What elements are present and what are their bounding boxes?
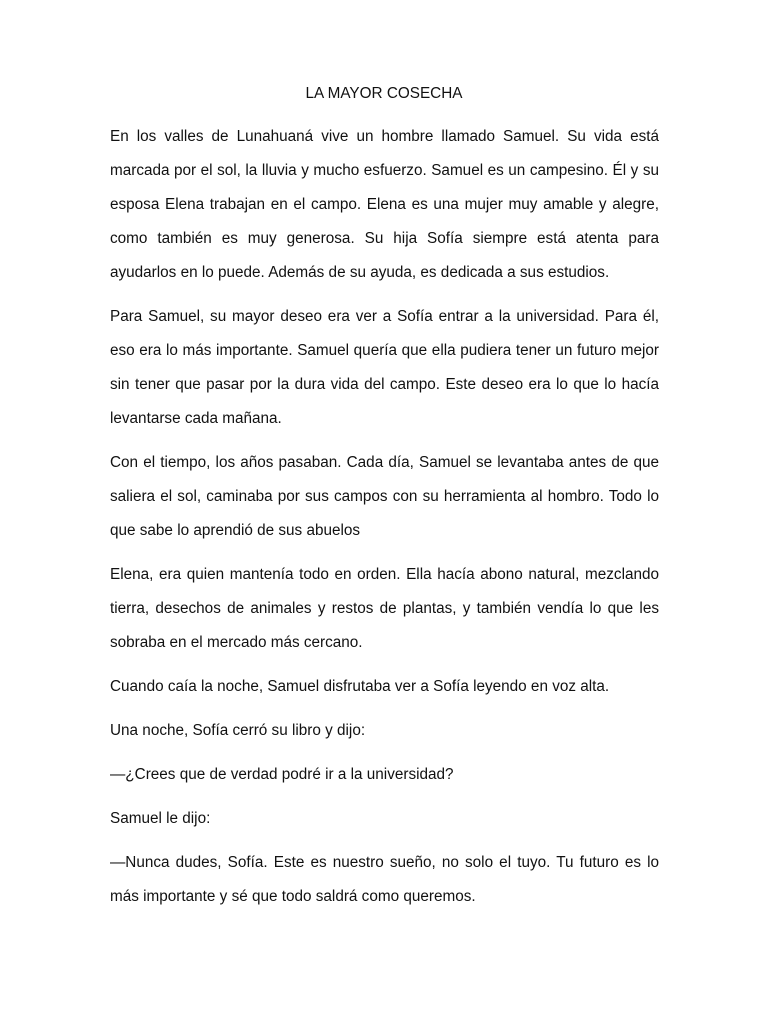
paragraph-8: Samuel le dijo: — [110, 810, 211, 827]
paragraph-7: —¿Crees que de verdad podré ir a la universidad? — [110, 766, 454, 783]
paragraph-3: Con el tiempo, los años pasaban. Cada día, Samuel se levantaba antes de que saliera el sol, caminaba por sus campos con su herramienta al hombro. Todo lo que sabe lo aprendió de sus abuelos — [110, 454, 659, 539]
paragraph-6: Una noche, Sofía cerró su libro y dijo: — [110, 722, 366, 739]
paragraph-2: Para Samuel, su mayor deseo era ver a Sofía entrar a la universidad. Para él, eso era lo más importante. Samuel quería que ella pudiera tener un futuro mejor sin tener que pasar por la dura vida del campo. Este deseo era lo que lo hacía levantarse cada mañana. — [110, 308, 659, 427]
paragraph-9: —Nunca dudes, Sofía. Este es nuestro sueño, no solo el tuyo. Tu futuro es lo más importante y sé que todo saldrá como queremos. — [110, 854, 659, 905]
document-title: LA MAYOR COSECHA — [305, 85, 463, 102]
paragraph-4: Elena, era quien mantenía todo en orden. Ella hacía abono natural, mezclando tierra, desechos de animales y restos de plantas, y también vendía lo que les sobraba en el mercado más cercano. — [110, 566, 659, 651]
paragraph-1: En los valles de Lunahuaná vive un hombre llamado Samuel. Su vida está marcada por el sol, la lluvia y mucho esfuerzo. Samuel es un campesino. Él y su esposa Elena trabajan en el campo. Elena es una mujer muy amable y alegre, como también es muy generosa. Su hija Sofía siempre está atenta para ayudarlos en lo puede. Además de su ayuda, es dedicada a sus estudios. — [110, 128, 659, 281]
document-body — [110, 120, 659, 924]
paragraph-5: Cuando caía la noche, Samuel disfrutaba ver a Sofía leyendo en voz alta. — [110, 678, 610, 695]
